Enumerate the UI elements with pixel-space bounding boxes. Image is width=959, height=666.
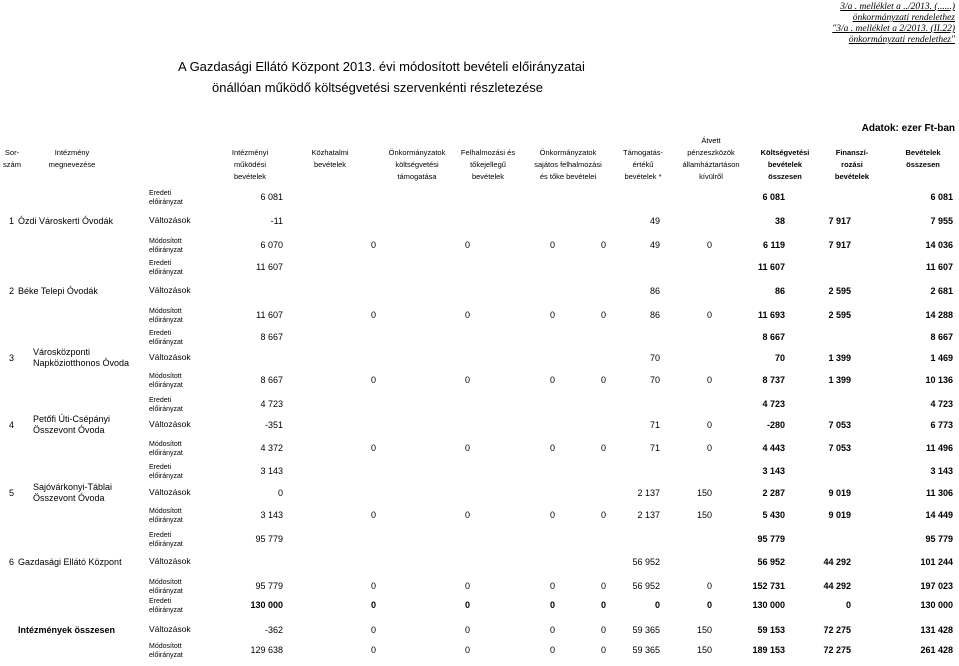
header-sor [3, 147, 21, 171]
cell-modositott-col6: 71 [649, 443, 660, 453]
cell-valtozasok-col9: 72 275 [823, 625, 851, 635]
header-c8 [761, 147, 810, 183]
row-label-eredeti [149, 189, 183, 207]
header-c5-line: és tőke bevételei [539, 172, 597, 181]
cell-modositott-col9: 9 019 [828, 510, 851, 520]
cell-modositott-col2: 0 [370, 510, 376, 520]
cell-modositott-col1: 4 372 [260, 443, 283, 453]
header-c1-line: bevételek [233, 172, 267, 181]
cell-valtozasok-col7: 150 [696, 488, 712, 498]
header-c10-line: összesen [906, 160, 940, 169]
cell-modositott-col5: 0 [600, 510, 606, 520]
cell-modositott-col3: 0 [464, 310, 470, 320]
header-c7-line: kívülről [699, 172, 723, 181]
cell-modositott-col7: 0 [706, 375, 712, 385]
institution-name-line: Napköziotthonos Óvoda [33, 358, 130, 368]
cell-valtozasok-col8: 59 153 [757, 625, 785, 635]
row-label-line: Változások [149, 556, 191, 566]
cell-modositott-col4: 0 [549, 240, 555, 250]
row-label-modositott [149, 307, 183, 325]
cell-eredeti-col8: 95 779 [757, 534, 785, 544]
row-label-modositott [149, 440, 183, 458]
header-intezmeny-line: megnevezése [48, 160, 96, 169]
cell-eredeti-col8: 11 607 [757, 262, 785, 272]
row-label-line: Eredeti [149, 464, 172, 471]
cell-eredeti-col8: 3 143 [762, 466, 785, 476]
row-label-valtozasok [149, 625, 191, 634]
cell-eredeti-col10: 11 607 [925, 262, 953, 272]
row-label-valtozasok [149, 286, 191, 295]
row-label-eredeti [149, 396, 183, 414]
cell-modositott-col9: 2 595 [828, 310, 851, 320]
header-c9-line: Finanszí- [835, 148, 869, 157]
row-label-modositott [149, 578, 183, 596]
units-label: Adatok: ezer Ft-ban [861, 123, 955, 134]
cell-valtozasok-col10: 2 681 [930, 286, 953, 296]
annex-note-line-3: "3/a . melléklet a 2/2013. (II.22) [832, 24, 955, 34]
row-label-line: előirányzat [149, 317, 183, 324]
cell-eredeti-col2: 0 [370, 600, 376, 610]
cell-modositott-col2: 0 [370, 581, 376, 591]
document-subtitle: önállóan működő költségvetési szervenkénti részletezése [212, 80, 543, 95]
cell-eredeti-col1: 11 607 [256, 262, 283, 272]
header-c9-line: bevételek [834, 172, 870, 181]
header-c3-line: költségvetési [395, 160, 439, 169]
cell-modositott-col6: 49 [649, 240, 660, 250]
cell-modositott-col8: 11 693 [757, 310, 785, 320]
cell-modositott-col10: 11 496 [925, 443, 953, 453]
row-label-eredeti [149, 329, 183, 347]
institution-name-line: Intézmények összesen [18, 624, 116, 635]
row-label-line: előirányzat [149, 247, 183, 254]
cell-valtozasok-col9: 7 053 [828, 420, 851, 430]
header-c3-line: Önkormányzatok [388, 148, 446, 157]
cell-valtozasok-col10: 6 773 [930, 420, 953, 430]
cell-modositott-col3: 0 [464, 443, 470, 453]
header-c3 [389, 147, 446, 183]
document-title: A Gazdasági Ellátó Központ 2013. évi módosított bevételi előirányzatai [178, 59, 585, 74]
cell-valtozasok-col10: 101 244 [920, 557, 953, 567]
cell-eredeti-col8: 4 723 [762, 399, 785, 409]
cell-modositott-col3: 0 [464, 645, 470, 655]
cell-eredeti-col9: 0 [845, 600, 851, 610]
cell-modositott-col8: 4 443 [762, 443, 785, 453]
cell-valtozasok-col9: 7 917 [828, 216, 851, 226]
institution-name-line: Összevont Óvoda [33, 425, 105, 435]
row-label-line: Változások [149, 487, 191, 497]
row-label-line: Eredeti [149, 260, 172, 267]
header-c9-line: rozási [841, 160, 863, 169]
header-c6-line: értékű [632, 160, 654, 169]
cell-eredeti-col7: 0 [706, 600, 712, 610]
header-c8-line: bevételek [767, 160, 803, 169]
cell-modositott-col7: 0 [706, 310, 712, 320]
header-c7-line: pénzeszközök [687, 148, 735, 157]
header-intezmeny [49, 147, 96, 171]
institution-name [33, 347, 129, 369]
row-label-line: Eredeti [149, 397, 172, 404]
institution-name [18, 286, 98, 297]
row-label-line: Változások [149, 419, 191, 429]
cell-modositott-col6: 70 [649, 375, 660, 385]
cell-eredeti-col3: 0 [464, 600, 470, 610]
row-label-line: Módosított [149, 238, 182, 245]
row-label-valtozasok [149, 216, 191, 225]
cell-valtozasok-col7: 150 [696, 625, 712, 635]
header-c1-line: működési [233, 160, 267, 169]
cell-modositott-col8: 5 430 [762, 510, 785, 520]
cell-valtozasok-col6: 86 [649, 286, 660, 296]
cell-valtozasok-col9: 9 019 [828, 488, 851, 498]
cell-valtozasok-col8: 86 [774, 286, 785, 296]
cell-modositott-col1: 6 070 [260, 240, 283, 250]
cell-modositott-col4: 0 [549, 581, 555, 591]
institution-name [33, 414, 110, 436]
cell-modositott-col9: 7 917 [828, 240, 851, 250]
cell-valtozasok-col2: 0 [370, 625, 376, 635]
cell-eredeti-col1: 4 723 [260, 399, 283, 409]
cell-modositott-col1: 8 667 [260, 375, 283, 385]
institution-name-line: Ózdi Városkerti Óvodák [18, 215, 114, 226]
institution-name [33, 482, 112, 504]
cell-modositott-col9: 44 292 [823, 581, 851, 591]
cell-eredeti-col10: 8 667 [930, 332, 953, 342]
row-label-valtozasok [149, 488, 191, 497]
cell-modositott-col5: 0 [600, 310, 606, 320]
institution-name [18, 216, 113, 227]
cell-eredeti-col10: 130 000 [920, 600, 953, 610]
row-label-modositott [149, 642, 183, 660]
cell-valtozasok-col6: 49 [649, 216, 660, 226]
cell-modositott-col7: 150 [696, 645, 712, 655]
row-label-line: Változások [149, 285, 191, 295]
cell-modositott-col4: 0 [549, 375, 555, 385]
row-label-line: Módosított [149, 508, 182, 515]
annex-note-line-4: önkormányzati rendelethez" [848, 35, 955, 45]
header-c5-line: sajátos felhalmozási [534, 160, 602, 169]
row-label-eredeti [149, 463, 183, 481]
cell-modositott-col5: 0 [600, 645, 606, 655]
header-c4-line: Felhalmozási és [460, 148, 516, 157]
header-c4-line: tőkejellegű [470, 160, 506, 169]
cell-modositott-col1: 11 607 [256, 310, 283, 320]
header-c9 [835, 147, 869, 183]
cell-modositott-col10: 261 428 [920, 645, 953, 655]
cell-modositott-col9: 1 399 [828, 375, 851, 385]
cell-modositott-col8: 6 119 [762, 240, 785, 250]
row-label-line: Módosított [149, 643, 182, 650]
row-label-line: előirányzat [149, 269, 183, 276]
cell-modositott-col3: 0 [464, 240, 470, 250]
row-label-line: előirányzat [149, 607, 183, 614]
cell-modositott-col2: 0 [370, 645, 376, 655]
header-c8-line: Költségvetési [760, 148, 810, 157]
cell-modositott-col8: 152 731 [752, 581, 785, 591]
header-c1-line: Intézményi [231, 148, 269, 157]
cell-eredeti-col4: 0 [549, 600, 555, 610]
cell-modositott-col10: 14 036 [925, 240, 953, 250]
header-c5 [534, 147, 602, 183]
row-label-line: előirányzat [149, 588, 183, 595]
row-number: 4 [9, 420, 15, 430]
header-sor-line: Sor- [4, 148, 20, 157]
cell-valtozasok-col7: 0 [706, 420, 712, 430]
cell-modositott-col1: 129 638 [250, 645, 283, 655]
cell-modositott-col6: 2 137 [637, 510, 660, 520]
cell-valtozasok-col9: 2 595 [828, 286, 851, 296]
cell-modositott-col4: 0 [549, 645, 555, 655]
cell-modositott-col5: 0 [600, 443, 606, 453]
row-label-modositott [149, 507, 183, 525]
row-number: 1 [9, 216, 15, 226]
cell-eredeti-col1: 130 000 [250, 600, 283, 610]
cell-valtozasok-col6: 71 [649, 420, 660, 430]
institution-name-line: Petőfi Úti-Csépányi [33, 414, 111, 424]
cell-valtozasok-col6: 59 365 [632, 625, 660, 635]
row-label-line: előirányzat [149, 541, 183, 548]
header-c2-line: bevételek [313, 160, 347, 169]
header-c2 [311, 147, 348, 171]
cell-modositott-col10: 10 136 [925, 375, 953, 385]
row-label-line: Eredeti [149, 598, 172, 605]
header-c2-line: Közhatalmi [311, 148, 349, 157]
cell-modositott-col7: 0 [706, 443, 712, 453]
cell-modositott-col5: 0 [600, 240, 606, 250]
annex-note-line-2: önkormányzati rendelethez [852, 13, 955, 23]
cell-eredeti-col10: 3 143 [930, 466, 953, 476]
row-label-eredeti [149, 597, 183, 615]
header-sor-line: szám [3, 160, 21, 169]
cell-modositott-col10: 14 288 [925, 310, 953, 320]
header-intezmeny-line: Intézmény [54, 148, 90, 157]
cell-modositott-col10: 197 023 [920, 581, 953, 591]
cell-eredeti-col8: 6 081 [762, 192, 785, 202]
cell-modositott-col1: 95 779 [255, 581, 283, 591]
institution-name [18, 557, 122, 568]
cell-valtozasok-col8: 70 [774, 353, 785, 363]
row-label-line: előirányzat [149, 652, 183, 659]
cell-modositott-col9: 72 275 [823, 645, 851, 655]
row-label-line: Módosított [149, 579, 182, 586]
row-label-line: Változások [149, 352, 191, 362]
cell-valtozasok-col10: 7 955 [930, 216, 953, 226]
cell-valtozasok-col6: 56 952 [632, 557, 660, 567]
cell-modositott-col3: 0 [464, 581, 470, 591]
cell-modositott-col5: 0 [600, 581, 606, 591]
cell-valtozasok-col3: 0 [464, 625, 470, 635]
header-c7-line: Átvett [701, 136, 721, 145]
cell-modositott-col7: 0 [706, 581, 712, 591]
row-label-modositott [149, 237, 183, 255]
cell-eredeti-col5: 0 [600, 600, 606, 610]
header-c4-line: bevételek [471, 172, 505, 181]
cell-eredeti-col1: 95 779 [255, 534, 283, 544]
cell-modositott-col2: 0 [370, 240, 376, 250]
cell-valtozasok-col10: 131 428 [920, 625, 953, 635]
row-label-line: előirányzat [149, 517, 183, 524]
cell-modositott-col2: 0 [370, 310, 376, 320]
row-label-line: előirányzat [149, 406, 183, 413]
cell-eredeti-col10: 95 779 [925, 534, 953, 544]
cell-modositott-col7: 0 [706, 240, 712, 250]
row-number: 2 [9, 286, 15, 296]
row-label-line: Változások [149, 215, 191, 225]
cell-modositott-col6: 59 365 [632, 645, 660, 655]
header-c5-line: Önkormányzatok [539, 148, 597, 157]
cell-eredeti-col1: 3 143 [260, 466, 283, 476]
cell-modositott-col3: 0 [464, 375, 470, 385]
header-c1 [232, 147, 268, 183]
cell-valtozasok-col1: -362 [264, 625, 283, 635]
row-label-line: Módosított [149, 308, 182, 315]
cell-modositott-col2: 0 [370, 375, 376, 385]
header-c6-line: bevételek * [624, 172, 662, 181]
cell-modositott-col7: 150 [696, 510, 712, 520]
cell-valtozasok-col1: 0 [277, 488, 283, 498]
institution-name-line: Városközponti [33, 347, 91, 357]
row-label-valtozasok [149, 420, 191, 429]
row-label-line: előirányzat [149, 473, 183, 480]
institution-name-line: Gazdasági Ellátó Központ [18, 556, 122, 567]
row-label-line: Módosított [149, 441, 182, 448]
cell-modositott-col3: 0 [464, 510, 470, 520]
cell-modositott-col10: 14 449 [925, 510, 953, 520]
row-label-line: Eredeti [149, 330, 172, 337]
header-c6 [623, 147, 663, 183]
header-c4 [461, 147, 515, 183]
cell-modositott-col1: 3 143 [260, 510, 283, 520]
cell-modositott-col6: 86 [649, 310, 660, 320]
cell-eredeti-col8: 8 667 [762, 332, 785, 342]
header-c7-line: államháztartáson [682, 160, 740, 169]
row-label-valtozasok [149, 557, 191, 566]
row-label-modositott [149, 372, 183, 390]
cell-modositott-col4: 0 [549, 510, 555, 520]
cell-modositott-col8: 8 737 [762, 375, 785, 385]
row-label-line: előirányzat [149, 339, 183, 346]
cell-valtozasok-col6: 70 [649, 353, 660, 363]
row-label-line: előirányzat [149, 199, 183, 206]
institution-name-line: Sajóvárkonyi-Táblai [33, 482, 113, 492]
institution-name-line: Összevont Óvoda [33, 493, 105, 503]
cell-modositott-col5: 0 [600, 375, 606, 385]
row-label-line: Eredeti [149, 190, 172, 197]
row-number: 6 [9, 557, 15, 567]
cell-modositott-col4: 0 [549, 443, 555, 453]
cell-eredeti-col1: 8 667 [260, 332, 283, 342]
row-label-line: előirányzat [149, 382, 183, 389]
row-label-line: előirányzat [149, 450, 183, 457]
row-label-eredeti [149, 531, 183, 549]
cell-valtozasok-col10: 1 469 [930, 353, 953, 363]
cell-valtozasok-col8: 38 [774, 216, 785, 226]
row-label-line: Változások [149, 624, 191, 634]
cell-eredeti-col10: 4 723 [930, 399, 953, 409]
cell-modositott-col9: 7 053 [828, 443, 851, 453]
row-number: 5 [9, 488, 15, 498]
cell-valtozasok-col9: 1 399 [828, 353, 851, 363]
header-c10-line: Bevételek [905, 148, 941, 157]
row-label-eredeti [149, 259, 183, 277]
header-c6-line: Támogatás- [622, 148, 664, 157]
cell-valtozasok-col1: -11 [270, 216, 283, 226]
cell-valtozasok-col1: -351 [264, 420, 283, 430]
cell-valtozasok-col10: 11 306 [925, 488, 953, 498]
header-c7 [682, 135, 739, 183]
row-label-valtozasok [149, 353, 191, 362]
cell-valtozasok-col8: 56 952 [757, 557, 785, 567]
cell-valtozasok-col8: -280 [766, 420, 785, 430]
row-label-line: Módosított [149, 373, 182, 380]
cell-eredeti-col8: 130 000 [752, 600, 785, 610]
cell-modositott-col8: 189 153 [752, 645, 785, 655]
annex-note-line-1: 3/a . melléklet a ../2013. (......) [840, 2, 955, 12]
cell-eredeti-col10: 6 081 [930, 192, 953, 202]
cell-valtozasok-col4: 0 [549, 625, 555, 635]
row-label-line: Eredeti [149, 532, 172, 539]
header-c8-line: összesen [768, 172, 802, 181]
cell-valtozasok-col5: 0 [600, 625, 606, 635]
cell-valtozasok-col8: 2 287 [762, 488, 785, 498]
cell-eredeti-col6: 0 [654, 600, 660, 610]
row-number: 3 [9, 353, 15, 363]
institution-name [18, 625, 115, 636]
cell-modositott-col6: 56 952 [632, 581, 660, 591]
header-c3-line: támogatása [397, 172, 437, 181]
cell-modositott-col2: 0 [370, 443, 376, 453]
cell-modositott-col4: 0 [549, 310, 555, 320]
cell-valtozasok-col6: 2 137 [637, 488, 660, 498]
header-c10 [905, 147, 940, 171]
institution-name-line: Béke Telepi Óvodák [18, 285, 98, 296]
cell-eredeti-col1: 6 081 [260, 192, 283, 202]
cell-valtozasok-col9: 44 292 [823, 557, 851, 567]
